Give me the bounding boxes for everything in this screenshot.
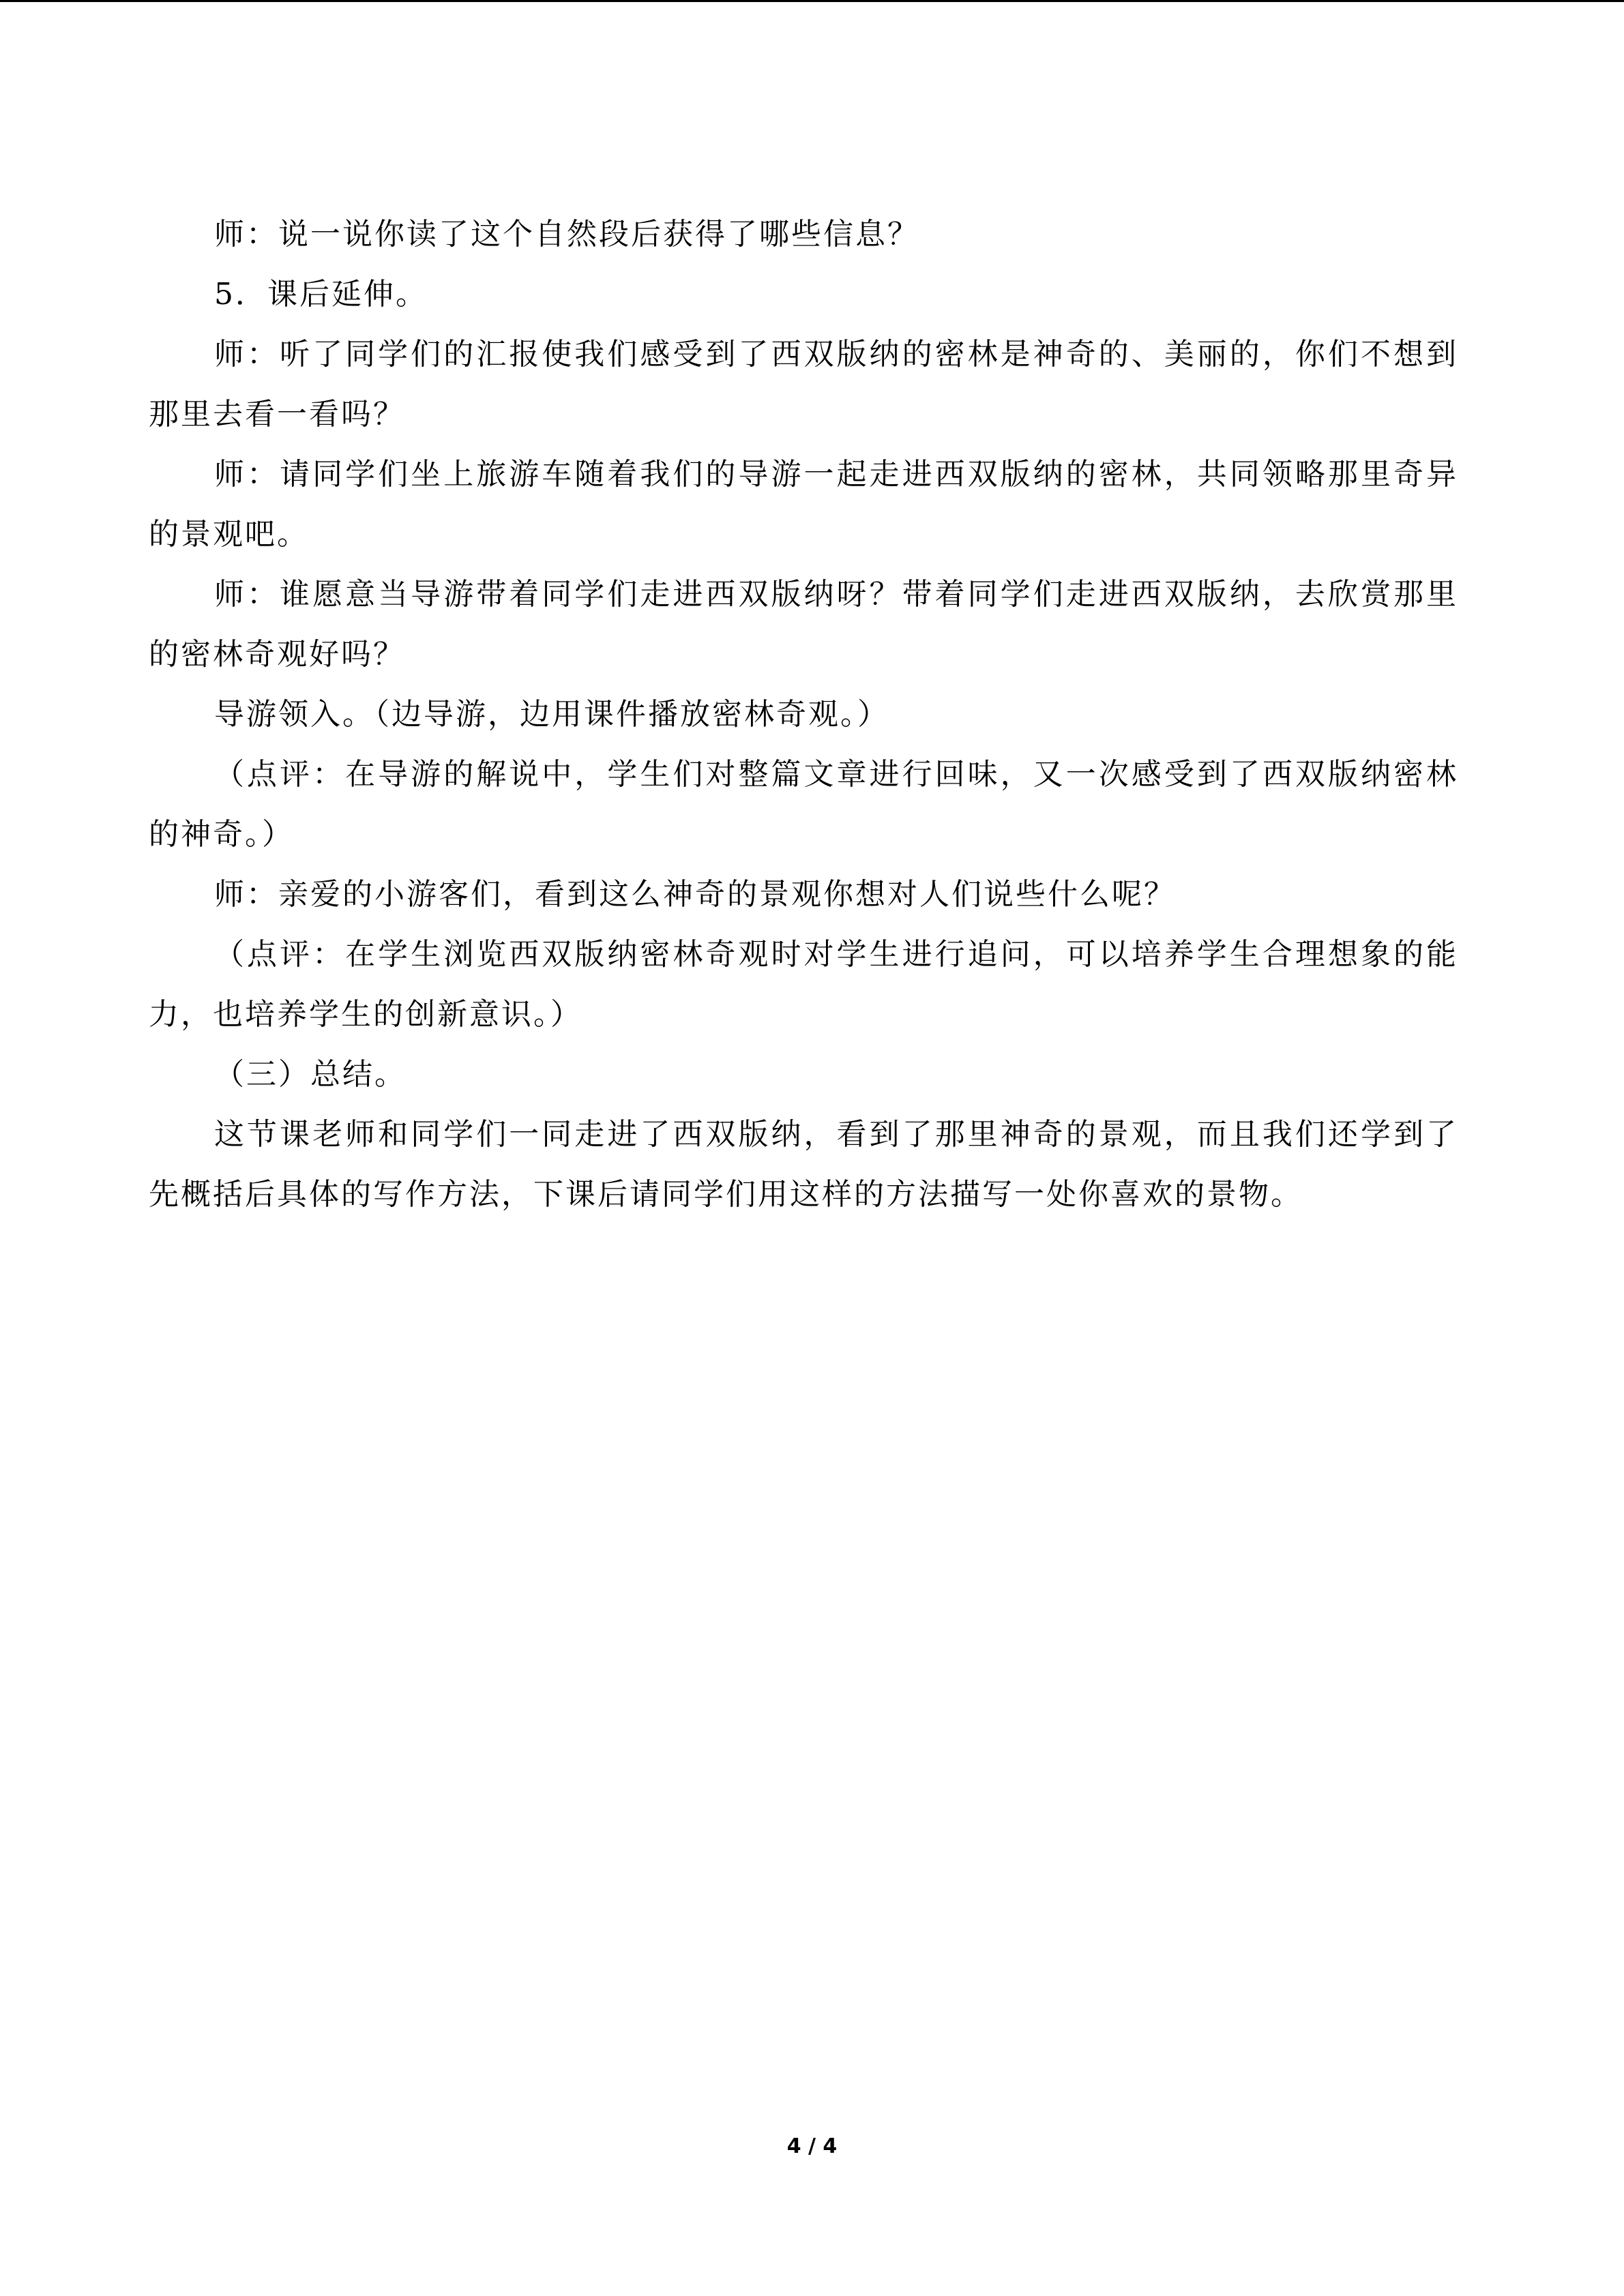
paragraph: （点评：在学生浏览西双版纳密林奇观时对学生进行追问，可以培养学生合理想象的能力，也培养学生的创新意识。）	[149, 937, 1458, 1032]
paragraph: 导游领入。（边导游，边用课件播放密林奇观。）	[214, 697, 889, 732]
paragraph: 师：亲爱的小游客们，看到这么神奇的景观你想对人们说些什么呢？	[214, 877, 1176, 912]
paragraph: 师：请同学们坐上旅游车随着我们的导游一起走进西双版纳的密林，共同领略那里奇异的景观吧。	[149, 457, 1458, 552]
paragraph: 师：说一说你读了这个自然段后获得了哪些信息？	[214, 217, 919, 252]
page-number: 4 / 4	[786, 2134, 838, 2158]
top-border-line	[0, 0, 1624, 2]
paragraph: 这节课老师和同学们一同走进了西双版纳，看到了那里神奇的景观，而且我们还学到了先概括后具体的写作方法，下课后请同学们用这样的方法描写一处你喜欢的景物。	[149, 1117, 1458, 1212]
paragraph: 5．课后延伸。	[214, 277, 428, 312]
paragraph: 师：谁愿意当导游带着同学们走进西双版纳呀？带着同学们走进西双版纳，去欣赏那里的密林奇观好吗？	[149, 577, 1458, 672]
paragraph: （三）总结。	[214, 1057, 407, 1092]
document-body	[149, 205, 1458, 1225]
paragraph: 师：听了同学们的汇报使我们感受到了西双版纳的密林是神奇的、美丽的，你们不想到那里去看一看吗？	[149, 337, 1458, 432]
paragraph: （点评：在导游的解说中，学生们对整篇文章进行回味，又一次感受到了西双版纳密林的神奇。）	[149, 757, 1458, 852]
